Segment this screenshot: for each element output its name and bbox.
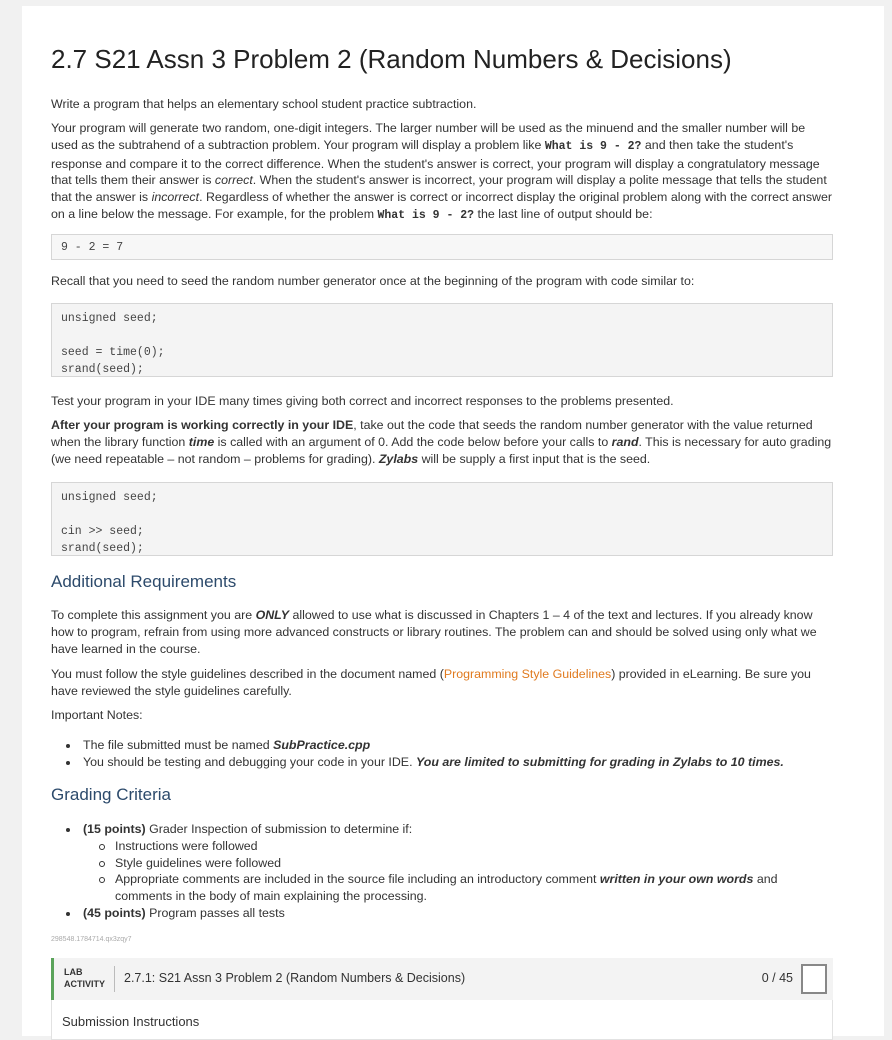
desc-em-incorrect: incorrect <box>151 190 200 205</box>
grading-sublist <box>83 838 833 905</box>
additional-requirements-heading: Additional Requirements <box>51 572 237 591</box>
note2-text: You should be testing and debugging your code in your IDE. <box>83 754 416 769</box>
completion-badge-icon <box>801 964 827 994</box>
seed-code-block: unsigned seed; seed = time(0); srand(seed); <box>51 303 833 377</box>
test-text: Test your program in your IDE many times giving both correct and incorrect responses to the problems presented. <box>51 394 674 408</box>
note-item-filename <box>83 737 833 754</box>
req-text-1: To complete this assignment you are <box>51 608 256 622</box>
seed-instr-em-zylabs: Zylabs <box>378 451 419 466</box>
example-output-box: 9 - 2 = 7 <box>51 234 833 260</box>
lab-divider <box>114 966 115 992</box>
req-em-only: ONLY <box>255 608 290 622</box>
submission-instructions-panel <box>51 1000 833 1040</box>
sub3-em: written in your own words <box>599 872 754 887</box>
important-notes-label: Important Notes: <box>51 708 143 722</box>
seed-instr-text-1: , take out the code that seeds the random number generator with the value returned when the library function <box>51 418 813 449</box>
activity-id: 298548.1784714.qx3zqy7 <box>51 936 132 943</box>
cin-code-block: unsigned seed; cin >> seed; srand(seed); <box>51 482 833 556</box>
seed-instr-text-3: . This is necessary for auto grading (we need repeatable – not random – problems for grading). <box>51 434 832 466</box>
desc-text-4: . Regardless of whether the answer is correct or incorrect display the original problem along with the correct answer on a line below the message. For example, for the problem <box>51 190 832 221</box>
note-item-testing <box>83 754 833 771</box>
grading-sub-instructions: Instructions were followed <box>115 838 833 855</box>
seed-instr-text-2: is called with an argument of 0. Add the code below before your calls to <box>214 434 612 449</box>
note1-filename: SubPractice.cpp <box>273 738 371 752</box>
page <box>22 6 884 1036</box>
style-guidelines-link[interactable]: Programming Style Guidelines <box>443 667 612 681</box>
sub3-text-2: and comments in the body of main explaining the processing. <box>115 872 778 904</box>
intro-text: Write a program that helps an elementary school student practice subtraction. <box>51 97 477 111</box>
submission-instructions-heading: Submission Instructions <box>62 1014 200 1029</box>
note2-limit: You are limited to submitting for grading in Zylabs to 10 times. <box>415 754 784 769</box>
lab-tag-line2: ACTIVITY <box>64 979 106 989</box>
problem-description <box>51 120 833 225</box>
desc-text-2: and then take the student's response and compare it to the correct difference. When the student's answer is correct, your program will display a congratulatory message that tells them their answer is <box>51 137 820 188</box>
recall-text: Recall that you need to seed the random number generator once at the beginning of the program with code similar to: <box>51 274 695 288</box>
sub3-text-1: Appropriate comments are included in the source file including an introductory comment <box>115 872 600 887</box>
note1-text: The file submitted must be named <box>83 738 274 752</box>
grading-item-tests <box>83 905 833 922</box>
grading-item1-text: Grader Inspection of submission to determine if: <box>145 822 413 836</box>
req-text-2: allowed to use what is discussed in Chapters 1 – 4 of the text and lectures. If you already know how to program, refrain from using more advanced constructs or library routines. The problem can and should be solved using only what we have learned in the course. <box>51 608 817 656</box>
seed-instr-em-rand: rand <box>611 434 639 449</box>
grading-sub-comments <box>115 871 833 905</box>
lab-activity-tag <box>64 966 105 990</box>
lab-activity-bar[interactable] <box>51 958 833 1000</box>
grading-sub-style: Style guidelines were followed <box>115 855 833 872</box>
grading-points-15: (15 points) <box>83 822 146 836</box>
grading-criteria-heading: Grading Criteria <box>51 785 171 804</box>
seed-instructions <box>51 417 833 467</box>
lab-tag-line1: LAB <box>64 967 83 977</box>
desc-code-2: What is 9 - 2? <box>377 208 475 222</box>
important-notes-list <box>83 737 833 771</box>
lab-score: 0 / 45 <box>761 971 793 985</box>
chapters-requirement <box>51 607 833 657</box>
desc-text-1: Your program will generate two random, one-digit integers. The larger number will be used as the minuend and the smaller number will be used as the subtrahend of a subtraction problem. Your program will display a problem like <box>51 121 806 152</box>
grading-item2-text: Program passes all tests <box>145 905 285 920</box>
grading-points-45: (45 points) <box>83 905 146 920</box>
seed-instr-strong: After your program is working correctly in your IDE <box>51 418 354 432</box>
style-text-1: You must follow the style guidelines described in the document named ( <box>51 667 444 681</box>
grading-item-inspection <box>83 821 833 905</box>
style-requirement <box>51 666 833 700</box>
desc-text-3: . When the student's answer is incorrect, your program will display a polite message that tells the student that the answer is <box>51 173 827 205</box>
page-title: 2.7 S21 Assn 3 Problem 2 (Random Numbers & Decisions) <box>51 44 732 74</box>
style-text-2: ) provided in eLearning. Be sure you have reviewed the style guidelines carefully. <box>51 667 811 698</box>
lab-activity-title: 2.7.1: S21 Assn 3 Problem 2 (Random Numbers & Decisions) <box>124 971 466 985</box>
grading-list <box>83 821 833 922</box>
seed-instr-em-time: time <box>188 434 215 449</box>
seed-instr-text-4: will be supply a first input that is the seed. <box>418 451 651 466</box>
desc-em-correct: correct <box>214 173 253 188</box>
desc-text-5: the last line of output should be: <box>474 206 653 221</box>
desc-code-1: What is 9 - 2? <box>544 139 642 153</box>
